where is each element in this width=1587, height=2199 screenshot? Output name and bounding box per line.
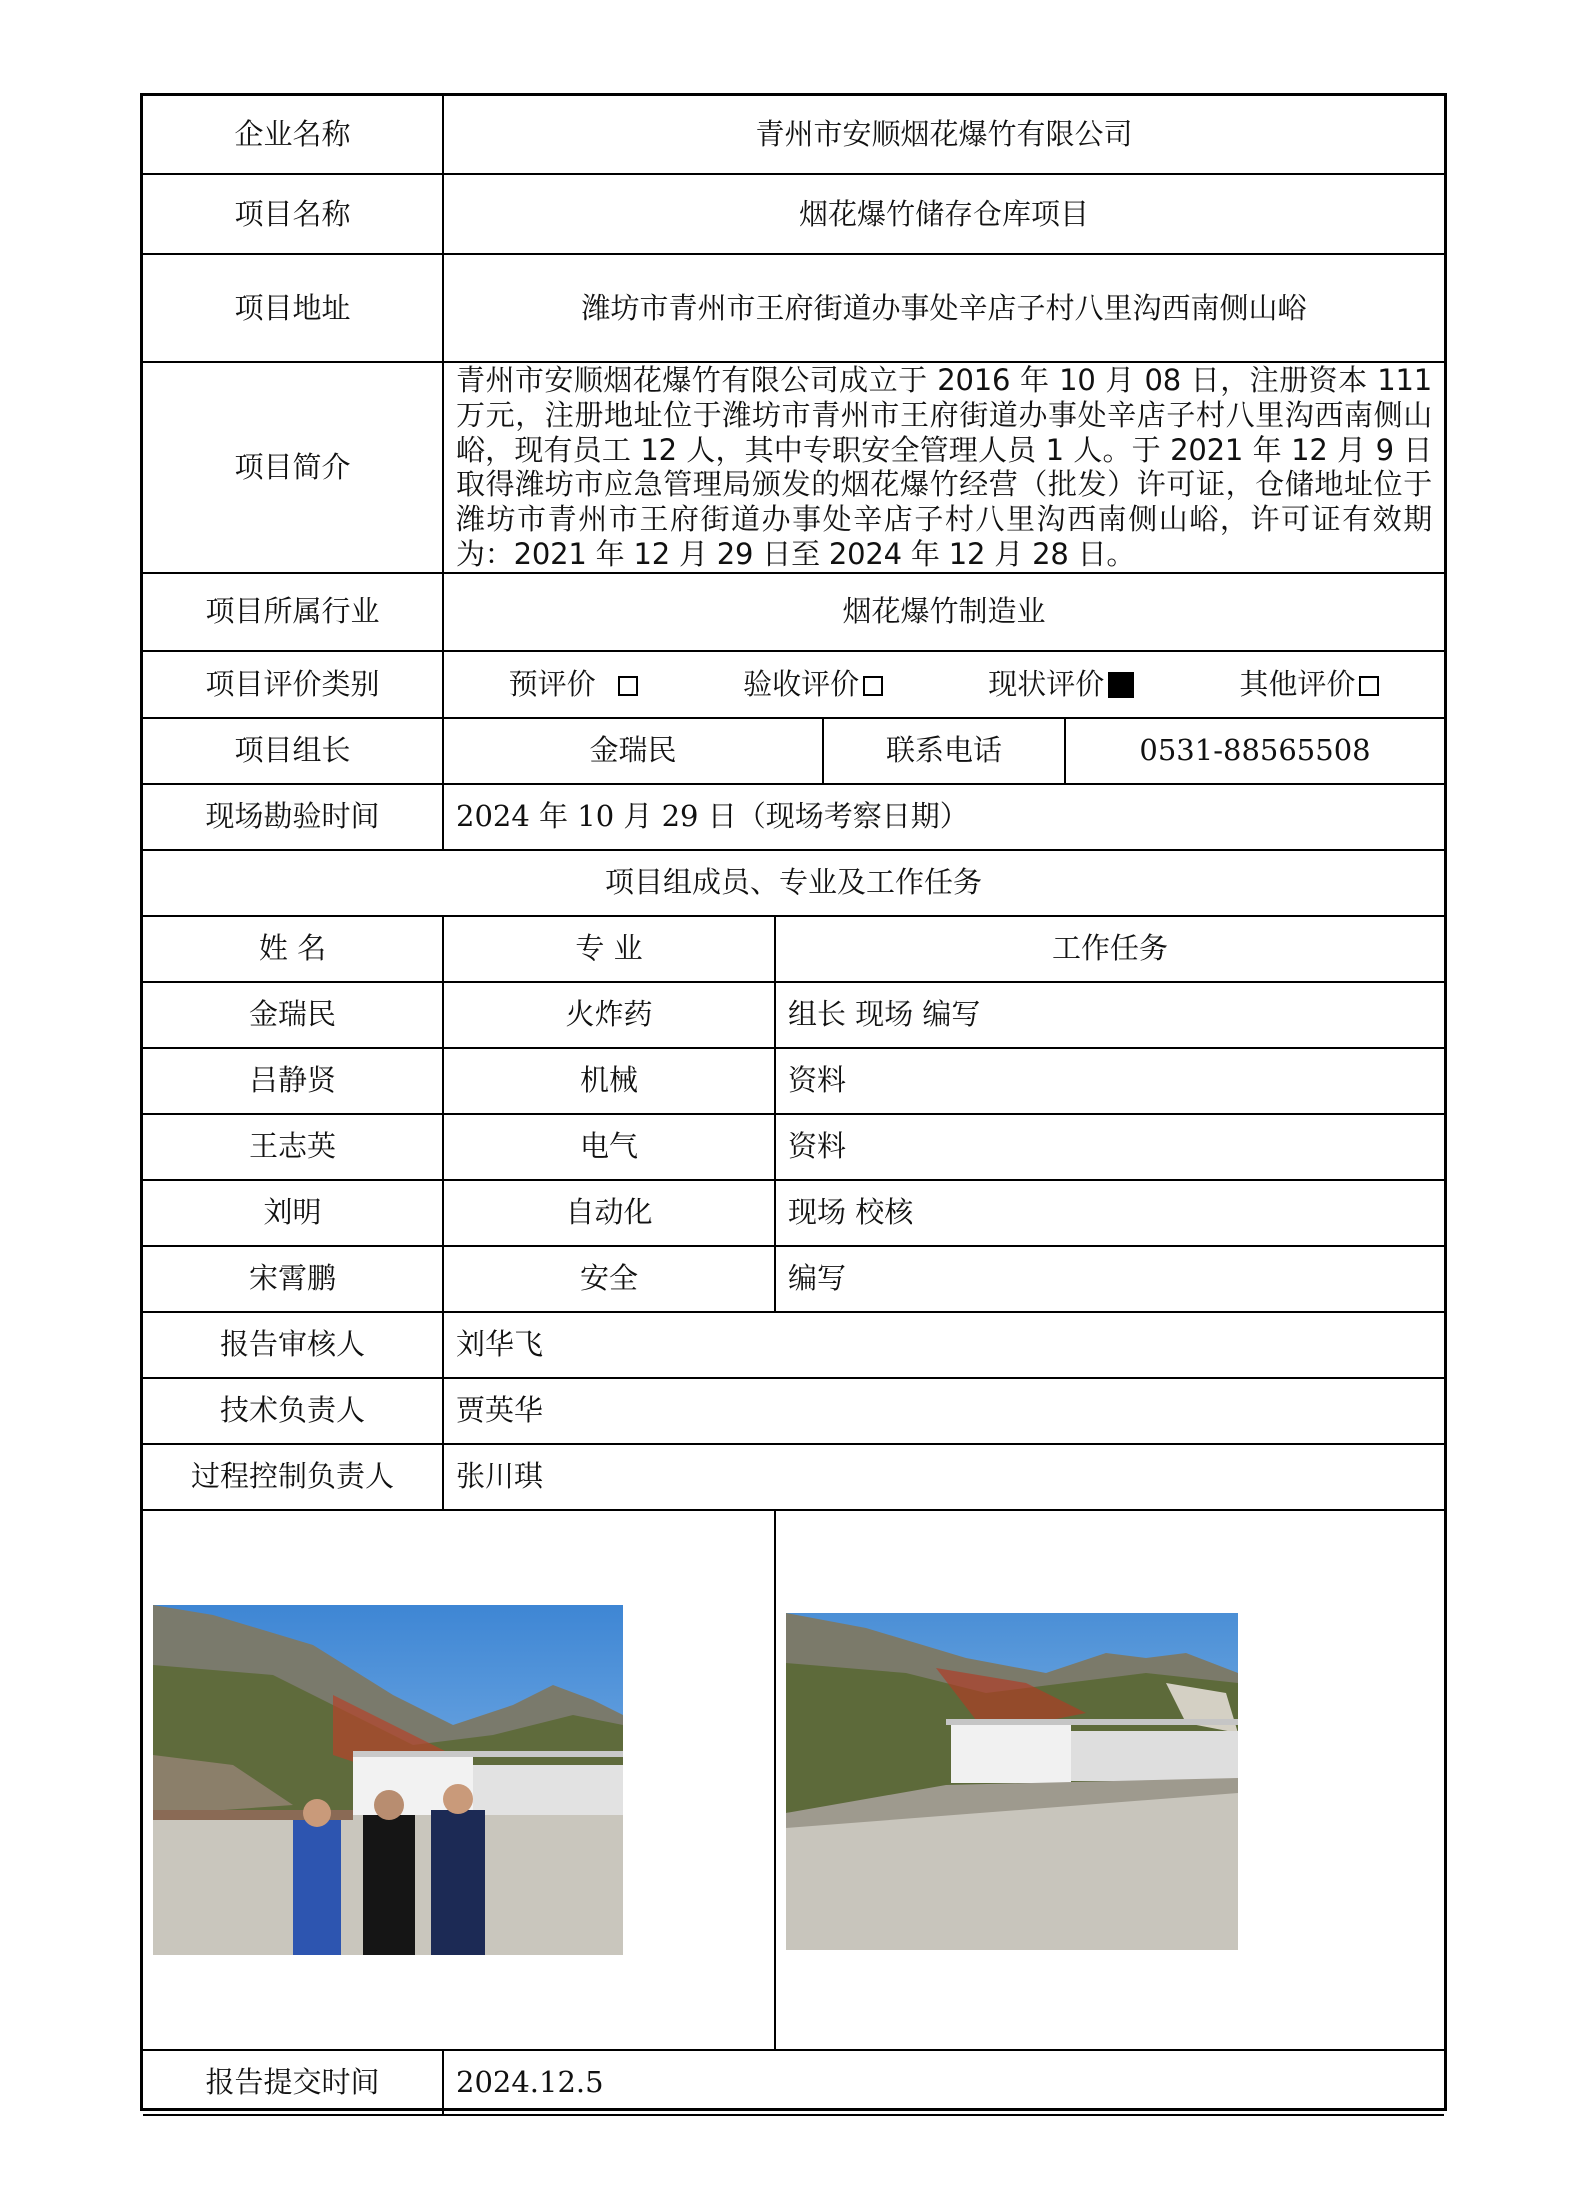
member-row — [143, 1114, 1444, 1180]
submit-time-value: 2024.12.5 — [443, 2050, 1444, 2115]
row-survey-time — [143, 784, 1444, 850]
row-members-title — [143, 850, 1444, 916]
member-task: 现场 校核 — [775, 1180, 1444, 1246]
reviewer-label: 报告审核人 — [143, 1312, 443, 1378]
row-eval-category — [143, 651, 1444, 718]
row-project-address — [143, 254, 1444, 362]
member-major: 安全 — [443, 1246, 775, 1312]
member-major: 火炸药 — [443, 982, 775, 1048]
member-name: 宋霄鹏 — [143, 1246, 443, 1312]
checkbox-pre — [618, 676, 638, 696]
site-photo-team — [153, 1605, 623, 1955]
row-industry — [143, 573, 1444, 651]
member-row — [143, 1246, 1444, 1312]
checkbox-acceptance — [863, 676, 883, 696]
eval-category-options — [443, 651, 1444, 718]
member-name: 刘明 — [143, 1180, 443, 1246]
member-major: 机械 — [443, 1048, 775, 1114]
member-task: 组长 现场 编写 — [775, 982, 1444, 1048]
photo-cell-right — [775, 1510, 1444, 2050]
row-leader — [143, 718, 1444, 784]
tech-lead-value: 贾英华 — [443, 1378, 1444, 1444]
member-task: 资料 — [775, 1048, 1444, 1114]
row-photos — [143, 1510, 1444, 2050]
member-task: 编写 — [775, 1246, 1444, 1312]
project-name-label: 项目名称 — [143, 174, 443, 254]
member-row — [143, 982, 1444, 1048]
process-lead-label: 过程控制负责人 — [143, 1444, 443, 1510]
photo-cell-left — [143, 1510, 775, 2050]
phone-label: 联系电话 — [823, 718, 1065, 784]
tech-lead-label: 技术负责人 — [143, 1378, 443, 1444]
member-major: 自动化 — [443, 1180, 775, 1246]
project-intro-value: 青州市安顺烟花爆竹有限公司成立于 2016 年 10 月 08 日，注册资本 111 万元，注册地址位于潍坊市青州市王府街道办事处辛店子村八里沟西南侧山峪，现有员工 12 人，其中专职安全管理人员 1 人。于 2021 年 12 月 9 日取得潍坊市应急管理局颁发的烟花爆竹经营（批发）许可证，仓储地址位于潍坊市青州市王府街道办事处辛店子村八里沟西南侧山峪，许可证有效期为：2021 年 12 月 29 日至 2024 年 12 月 28 日。 — [443, 362, 1444, 573]
survey-time-label: 现场勘验时间 — [143, 784, 443, 850]
project-address-label: 项目地址 — [143, 254, 443, 362]
member-name: 吕静贤 — [143, 1048, 443, 1114]
submit-time-label: 报告提交时间 — [143, 2050, 443, 2115]
member-row — [143, 1180, 1444, 1246]
row-company — [143, 96, 1444, 174]
process-lead-value: 张川琪 — [443, 1444, 1444, 1510]
eval-option-acceptance: 验收评价 — [743, 667, 883, 702]
phone-value: 0531-88565508 — [1065, 718, 1444, 784]
row-process-lead — [143, 1444, 1444, 1510]
checkbox-status — [1108, 672, 1134, 698]
eval-option-other: 其他评价 — [1239, 667, 1379, 702]
row-project-name — [143, 174, 1444, 254]
company-label: 企业名称 — [143, 96, 443, 174]
members-header-row — [143, 916, 1444, 982]
site-photo-warehouse — [786, 1613, 1238, 1950]
member-major: 电气 — [443, 1114, 775, 1180]
header-task: 工作任务 — [775, 916, 1444, 982]
reviewer-value: 刘华飞 — [443, 1312, 1444, 1378]
project-name-value: 烟花爆竹储存仓库项目 — [443, 174, 1444, 254]
report-form — [140, 93, 1447, 2111]
member-name: 金瑞民 — [143, 982, 443, 1048]
company-value: 青州市安顺烟花爆竹有限公司 — [443, 96, 1444, 174]
project-intro-label: 项目简介 — [143, 362, 443, 573]
leader-name: 金瑞民 — [443, 718, 823, 784]
industry-label: 项目所属行业 — [143, 573, 443, 651]
eval-option-pre: 预评价 — [509, 667, 638, 702]
member-task: 资料 — [775, 1114, 1444, 1180]
row-submit-time — [143, 2050, 1444, 2115]
members-section-title: 项目组成员、专业及工作任务 — [143, 850, 1444, 916]
header-name: 姓 名 — [143, 916, 443, 982]
project-address-value: 潍坊市青州市王府街道办事处辛店子村八里沟西南侧山峪 — [443, 254, 1444, 362]
survey-time-value: 2024 年 10 月 29 日（现场考察日期） — [443, 784, 1444, 850]
leader-label: 项目组长 — [143, 718, 443, 784]
info-table — [143, 96, 1444, 2116]
row-tech-lead — [143, 1378, 1444, 1444]
row-reviewer — [143, 1312, 1444, 1378]
member-row — [143, 1048, 1444, 1114]
eval-option-status: 现状评价 — [988, 667, 1134, 702]
eval-category-label: 项目评价类别 — [143, 651, 443, 718]
row-project-intro — [143, 362, 1444, 573]
member-name: 王志英 — [143, 1114, 443, 1180]
checkbox-other — [1359, 676, 1379, 696]
industry-value: 烟花爆竹制造业 — [443, 573, 1444, 651]
header-major: 专 业 — [443, 916, 775, 982]
